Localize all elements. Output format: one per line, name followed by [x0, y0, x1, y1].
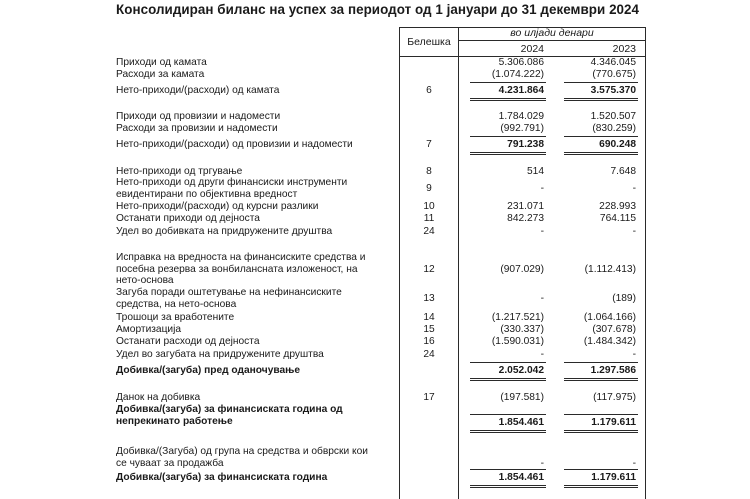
- row-label: Нето-приходи/(расходи) од камата: [116, 85, 280, 96]
- page-title: Консолидиран биланс на успех за периодот од 1 јануари до 31 декември 2024: [116, 2, 640, 17]
- table-border-right: [645, 27, 646, 499]
- value-2023: (830.259): [592, 123, 636, 134]
- value-2024: 791.238: [507, 139, 544, 150]
- row-label: Приходи од провизии и надомести: [116, 111, 281, 122]
- row-label: Расходи за камата: [116, 69, 205, 80]
- value-2024: (1.590.031): [491, 336, 544, 347]
- subtotal-line: [470, 136, 546, 137]
- value-2024: (330.337): [500, 324, 544, 335]
- row-label: Добивка/(загуба) за финансиската година од непрекинато работење: [116, 404, 343, 427]
- value-2024: (1.074.222): [491, 69, 544, 80]
- note-ref: 11: [423, 213, 435, 224]
- value-2023: 228.993: [599, 201, 636, 212]
- row-label: Загуба поради оштетување на нефинансиските средства, на нето-основа: [116, 287, 342, 310]
- subtotal-line: [470, 82, 546, 83]
- header-divider: [399, 56, 459, 57]
- row-label: Исправка на вредноста на финансиските средства и посебна резерва за вонбилансната изложеност, на нето-основа: [116, 252, 366, 287]
- note-ref: 10: [423, 201, 435, 212]
- value-2023: 690.248: [599, 139, 636, 150]
- total-double-line: [470, 152, 546, 155]
- row-label: Удел во добивката на придружените друштва: [116, 226, 333, 237]
- value-2024: -: [540, 183, 544, 194]
- row-label: Нето-приходи од други финансиски инструменти евидентирани по објективна вредност: [116, 177, 348, 200]
- value-2024: 1.854.461: [498, 417, 544, 428]
- note-ref: 24: [423, 349, 435, 360]
- note-ref: 16: [423, 336, 435, 347]
- unit-divider: [458, 40, 646, 41]
- note-ref: 6: [426, 85, 432, 96]
- subtotal-line: [564, 469, 638, 470]
- row-label: Нето-приходи од тргување: [116, 166, 243, 177]
- note-ref: 17: [423, 392, 435, 403]
- total-double-line: [564, 485, 638, 488]
- total-double-line: [564, 98, 638, 101]
- note-ref: 12: [423, 264, 435, 275]
- subtotal-line: [564, 414, 638, 415]
- total-double-line: [470, 485, 546, 488]
- value-2024: 5.306.086: [498, 57, 544, 68]
- row-label: Удел во загубата на придружените друштва: [116, 349, 324, 360]
- row-label: Нето-приходи/(расходи) од курсни разлики: [116, 201, 319, 212]
- value-2024: 231.071: [507, 201, 544, 212]
- subtotal-line: [564, 362, 638, 363]
- value-2023: (1.112.413): [584, 264, 636, 275]
- row-label: Добивка/(загуба) пред оданочување: [116, 365, 301, 376]
- year-2023-header: 2023: [612, 43, 636, 55]
- value-2023: (1.484.342): [583, 336, 636, 347]
- subtotal-line: [470, 362, 546, 363]
- note-ref: 13: [423, 293, 435, 304]
- value-2024: 842.273: [507, 213, 544, 224]
- value-2023: 1.520.507: [590, 111, 636, 122]
- total-double-line: [564, 152, 638, 155]
- row-label: Останати приходи од дејноста: [116, 213, 260, 224]
- row-label: Приходи од камата: [116, 57, 207, 68]
- subtotal-line: [564, 82, 638, 83]
- total-double-line: [564, 430, 638, 433]
- value-2024: 2.052.042: [498, 365, 544, 376]
- value-2023: (1.064.166): [583, 312, 636, 323]
- row-label: Амортизација: [116, 324, 182, 335]
- note-ref: 8: [426, 166, 432, 177]
- total-double-line: [470, 430, 546, 433]
- value-2023: (189): [612, 293, 636, 304]
- note-ref: 15: [423, 324, 435, 335]
- value-2024: 4.231.864: [498, 85, 544, 96]
- value-2024: (1.217.521): [491, 312, 544, 323]
- table-border-mid: [458, 27, 459, 499]
- row-label: Данок на добивка: [116, 392, 201, 403]
- row-label: Трошоци за вработените: [116, 312, 235, 323]
- subtotal-line: [564, 136, 638, 137]
- table-border-left: [399, 27, 400, 499]
- value-2023: -: [632, 183, 636, 194]
- value-2023: -: [632, 226, 636, 237]
- note-column-header: Белешка: [407, 36, 451, 48]
- value-2024: -: [540, 293, 544, 304]
- row-label: Останати расходи од дејноста: [116, 336, 260, 347]
- value-2024: -: [540, 226, 544, 237]
- value-2024: 514: [527, 166, 544, 177]
- value-2023: -: [632, 349, 636, 360]
- value-2023: 3.575.370: [590, 85, 636, 96]
- value-2024: -: [540, 349, 544, 360]
- value-2023: 1.179.611: [591, 472, 636, 483]
- value-2024: (992.791): [500, 123, 544, 134]
- total-double-line: [470, 378, 546, 381]
- note-ref: 24: [423, 226, 435, 237]
- value-2023: (117.975): [593, 392, 636, 403]
- total-double-line: [564, 378, 638, 381]
- subtotal-line: [470, 414, 546, 415]
- year-2024-header: 2024: [520, 43, 544, 55]
- value-2024: -: [540, 458, 544, 469]
- value-2023: (307.678): [592, 324, 636, 335]
- note-ref: 14: [423, 312, 435, 323]
- row-label: Нето-приходи/(расходи) од провизии и надомести: [116, 139, 353, 150]
- value-2023: 764.115: [599, 213, 636, 224]
- value-2024: (197.581): [500, 392, 544, 403]
- value-2024: (907.029): [500, 264, 544, 275]
- value-2023: (770.675): [592, 69, 636, 80]
- value-2023: 4.346.045: [590, 57, 636, 68]
- value-2024: 1.784.029: [498, 111, 544, 122]
- unit-label: во илјади денари: [510, 27, 594, 39]
- value-2023: 7.648: [610, 166, 636, 177]
- note-ref: 9: [426, 183, 432, 194]
- value-2024: 1.854.461: [498, 472, 544, 483]
- row-label: Добивка/(Загуба) од група на средства и обврски кои се чуваат за продажба: [116, 446, 368, 469]
- value-2023: -: [632, 458, 636, 469]
- total-double-line: [470, 98, 546, 101]
- note-ref: 7: [426, 139, 432, 150]
- row-label: Расходи за провизии и надомести: [116, 123, 278, 134]
- subtotal-line: [470, 469, 546, 470]
- value-2023: 1.297.586: [590, 365, 636, 376]
- value-2023: 1.179.611: [591, 417, 636, 428]
- row-label: Добивка/(загуба) за финансиската година: [116, 472, 328, 483]
